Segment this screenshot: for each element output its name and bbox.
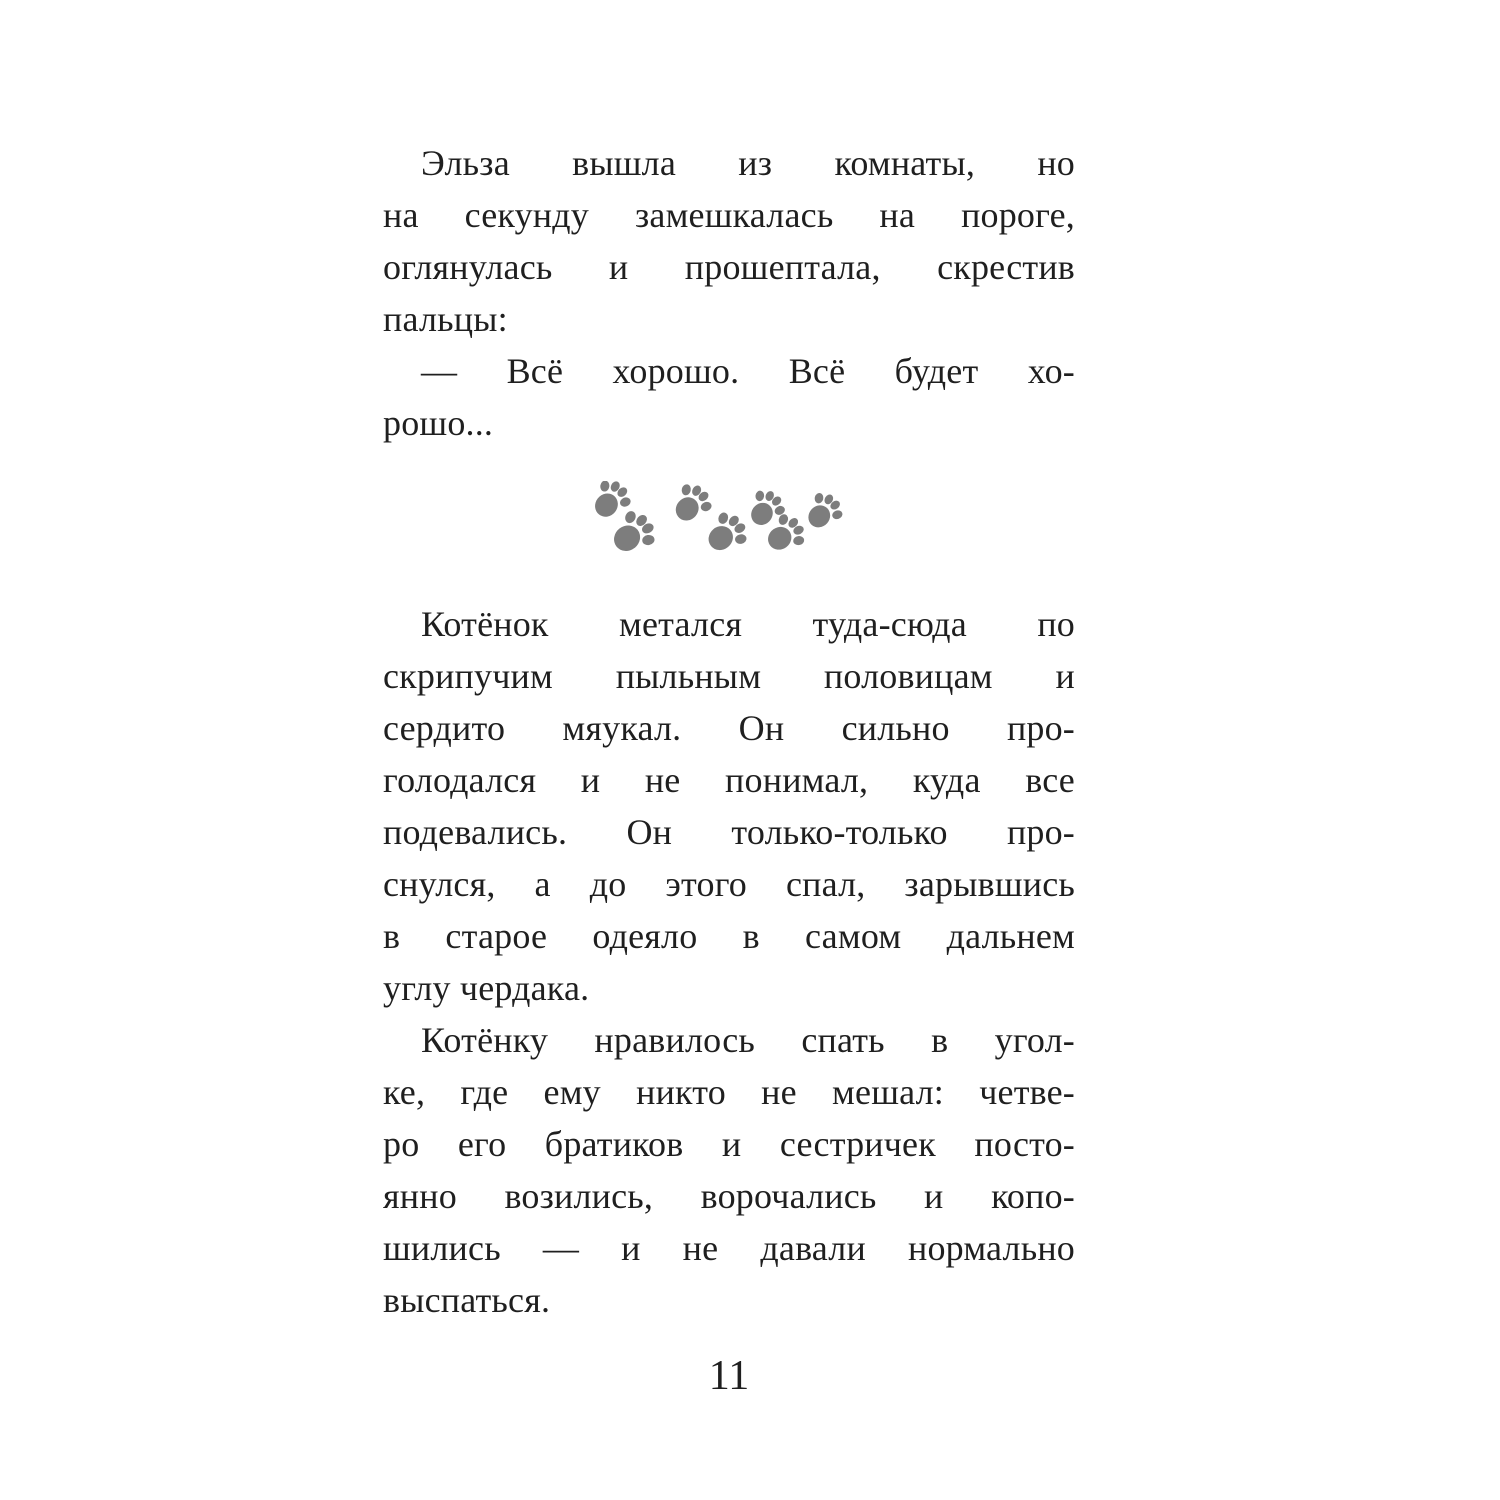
text-line: Котёнку нравилось спать в угол-: [421, 1020, 1075, 1060]
text-line: ро его братиков и сестричек посто-: [383, 1124, 1075, 1164]
text-line: в старое одеяло в самом дальнем: [383, 916, 1075, 956]
text-line: Эльза вышла из комнаты, но: [421, 143, 1075, 183]
text-line: углу чердака.: [383, 968, 590, 1008]
text-line: шились — и не давали нормально: [383, 1228, 1075, 1268]
text-line: сердито мяукал. Он сильно про-: [383, 708, 1075, 748]
text-line: снулся, а до этого спал, зарывшись: [383, 864, 1075, 904]
text-line: скрипучим пыльным половицам и: [383, 656, 1075, 696]
text-line: голодался и не понимал, куда все: [383, 760, 1075, 800]
paragraph: [383, 345, 1075, 449]
page-number: 11: [708, 1353, 750, 1399]
paragraph: [383, 137, 1075, 345]
text-line: пальцы:: [383, 299, 508, 339]
text-line: подевались. Он только-только про-: [383, 812, 1075, 852]
text-line: Котёнок метался туда-сюда по: [421, 604, 1075, 644]
text-line: янно возились, ворочались и копо-: [383, 1176, 1075, 1216]
text-line: выспаться.: [383, 1280, 551, 1320]
text-line: оглянулась и прошептала, скрестив: [383, 247, 1075, 287]
text-block-top: [383, 137, 1075, 449]
paw-print-icon: [698, 505, 755, 553]
paw-print-divider-graphic: [383, 481, 1075, 553]
text-line: — Всё хорошо. Всё будет хо-: [421, 351, 1075, 391]
text-line: на секунду замешкалась на пороге,: [383, 195, 1075, 235]
text-line: рошо...: [383, 403, 494, 443]
paragraph: [383, 1014, 1075, 1326]
paw-print-icon: [665, 481, 719, 531]
paw-print-divider: [383, 481, 1075, 553]
page-text: [383, 0, 1075, 1402]
text-block-bottom: [383, 598, 1075, 1326]
paw-print-icon: [798, 486, 850, 538]
paragraph: [383, 598, 1075, 1014]
text-line: ке, где ему никто не мешал: четве-: [383, 1072, 1075, 1112]
paw-print-icon: [740, 483, 791, 534]
